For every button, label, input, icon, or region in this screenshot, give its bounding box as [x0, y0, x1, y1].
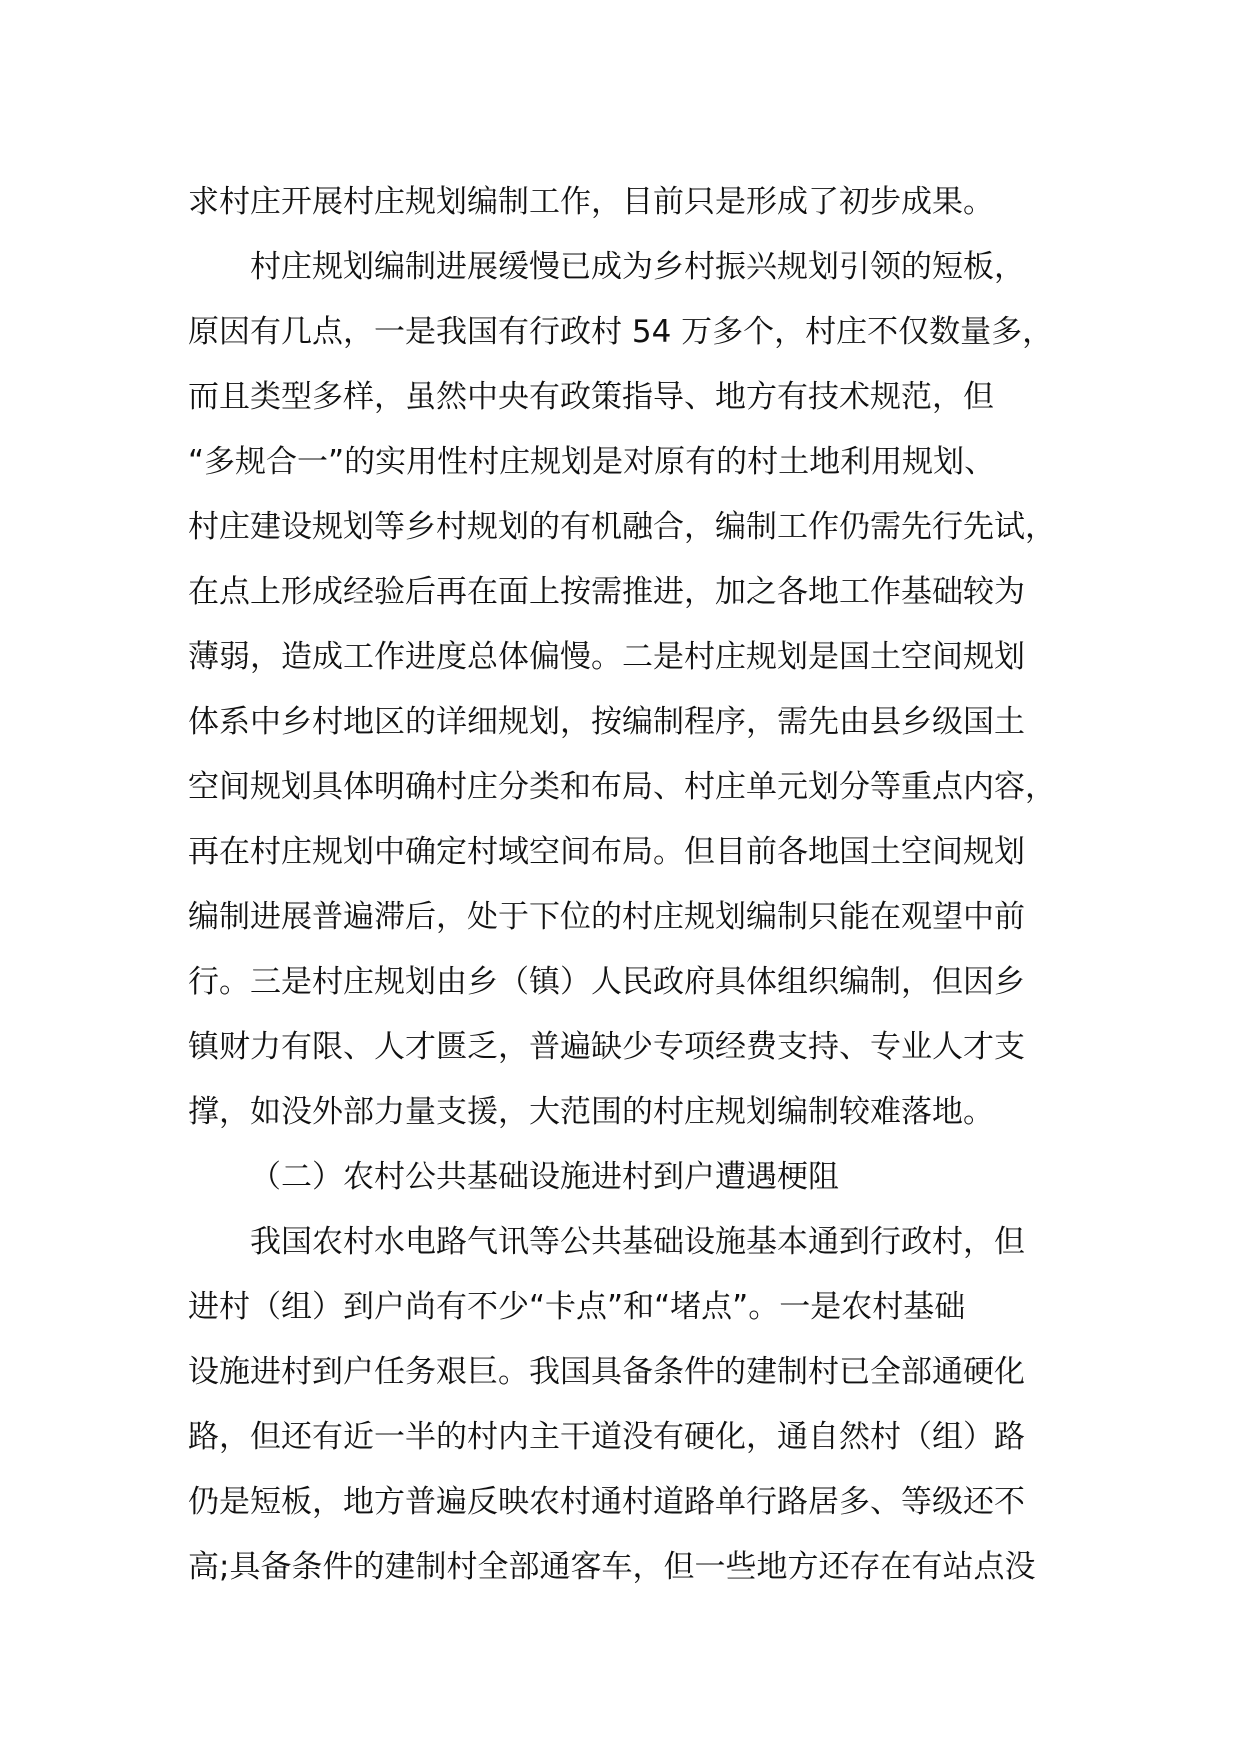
- text-line: “多规合一”的实用性村庄规划是对原有的村土地利用规划、: [188, 444, 996, 480]
- text-line: 在点上形成经验后再在面上按需推进，加之各地工作基础较为: [188, 574, 1025, 610]
- text-line: 高;具备条件的建制村全部通客车，但一些地方还存在有站点没: [188, 1549, 1036, 1585]
- text-line: 求村庄开展村庄规划编制工作，目前只是形成了初步成果。: [188, 184, 994, 220]
- text-line: 路，但还有近一半的村内主干道没有硬化，通自然村（组）路: [188, 1419, 1025, 1455]
- body-text: [188, 170, 1088, 1600]
- text-line: 空间规划具体明确村庄分类和布局、村庄单元划分等重点内容，: [188, 769, 1056, 805]
- text-line: 镇财力有限、人才匮乏，普遍缺少专项经费支持、专业人才支: [188, 1029, 1025, 1065]
- text-line: 体系中乡村地区的详细规划，按编制程序，需先由县乡级国土: [188, 704, 1025, 740]
- text-line: 薄弱，造成工作进度总体偏慢。二是村庄规划是国土空间规划: [188, 639, 1025, 675]
- text-line: 行。三是村庄规划由乡（镇）人民政府具体组织编制，但因乡: [188, 964, 1025, 1000]
- section-heading: （二）农村公共基础设施进村到户遭遇梗阻: [250, 1159, 839, 1195]
- text-line: 村庄规划编制进展缓慢已成为乡村振兴规划引领的短板，: [250, 249, 1025, 285]
- text-line: 原因有几点，一是我国有行政村 54 万多个，村庄不仅数量多，: [188, 314, 1054, 350]
- text-line: 进村（组）到户尚有不少“卡点”和“堵点”。一是农村基础: [188, 1289, 966, 1325]
- text-line: 再在村庄规划中确定村域空间布局。但目前各地国土空间规划: [188, 834, 1025, 870]
- text-line: 而且类型多样，虽然中央有政策指导、地方有技术规范，但: [188, 379, 994, 415]
- text-line: 我国农村水电路气讯等公共基础设施基本通到行政村，但: [250, 1224, 1025, 1260]
- text-line: 撑，如没外部力量支援，大范围的村庄规划编制较难落地。: [188, 1094, 994, 1130]
- text-line: 编制进展普遍滞后，处于下位的村庄规划编制只能在观望中前: [188, 899, 1025, 935]
- text-line: 仍是短板，地方普遍反映农村通村道路单行路居多、等级还不: [188, 1484, 1025, 1520]
- text-line: 村庄建设规划等乡村规划的有机融合，编制工作仍需先行先试，: [188, 509, 1056, 545]
- text-line: 设施进村到户任务艰巨。我国具备条件的建制村已全部通硬化: [188, 1354, 1025, 1390]
